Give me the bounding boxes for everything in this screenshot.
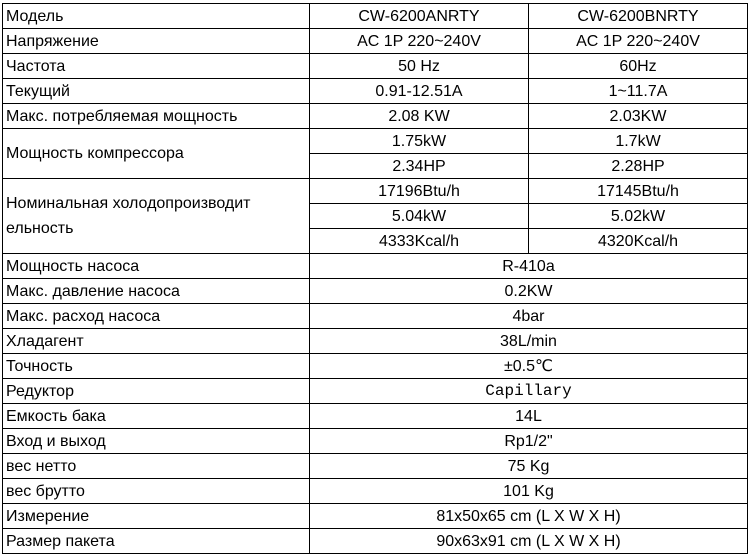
row-label: Размер пакета	[3, 529, 310, 554]
row-label: Макс. давление насоса	[3, 279, 310, 304]
table-row-max-power	[3, 104, 748, 129]
value-cell: 75 Kg	[310, 454, 748, 479]
table-row-cooling-capacity	[3, 179, 748, 204]
table-row-compressor-power	[3, 129, 748, 154]
table-row-accuracy	[3, 354, 748, 379]
row-label: Текущий	[3, 79, 310, 104]
value-cell: 90x63x91 cm (L X W X H)	[310, 529, 748, 554]
table-row-voltage	[3, 29, 748, 54]
value-cell: 4333Kcal/h	[310, 229, 529, 254]
value-cell: ±0.5℃	[310, 354, 748, 379]
value-cell: 2.34HP	[310, 154, 529, 179]
row-label: Точность	[3, 354, 310, 379]
table-row-inlet-outlet	[3, 429, 748, 454]
value-cell: 4320Kcal/h	[529, 229, 748, 254]
row-label: Макс. потребляемая мощность	[3, 104, 310, 129]
value-cell: AC 1P 220~240V	[529, 29, 748, 54]
value-cell: Rp1/2"	[310, 429, 748, 454]
value-cell: R-410a	[310, 254, 748, 279]
table-row-max-pump-pressure	[3, 279, 748, 304]
specification-table	[2, 3, 748, 554]
row-label: Измерение	[3, 504, 310, 529]
row-label: вес брутто	[3, 479, 310, 504]
table-row-net-weight	[3, 454, 748, 479]
value-cell: 0.2KW	[310, 279, 748, 304]
model-a-header: CW-6200ANRTY	[310, 4, 529, 29]
row-label: Мощность насоса	[3, 254, 310, 279]
row-label: Модель	[3, 4, 310, 29]
table-row-refrigerant	[3, 329, 748, 354]
row-label: вес нетто	[3, 454, 310, 479]
row-label: Мощность компрессора	[3, 129, 310, 179]
table-row-reducer	[3, 379, 748, 404]
row-label: Номинальная холодопроизводит ельность	[3, 179, 310, 254]
table-row-dimension	[3, 504, 748, 529]
table-row-package-size	[3, 529, 748, 554]
table-row-current	[3, 79, 748, 104]
value-cell: 17145Btu/h	[529, 179, 748, 204]
table-row-tank-capacity	[3, 404, 748, 429]
value-cell: 50 Hz	[310, 54, 529, 79]
value-cell: 101 Kg	[310, 479, 748, 504]
value-cell: 4bar	[310, 304, 748, 329]
value-cell: 5.02kW	[529, 204, 748, 229]
value-cell: 2.08 KW	[310, 104, 529, 129]
value-cell: 2.03KW	[529, 104, 748, 129]
value-cell: 0.91-12.51A	[310, 79, 529, 104]
row-label: Емкость бака	[3, 404, 310, 429]
value-cell: 38L/min	[310, 329, 748, 354]
value-cell: 1.7kW	[529, 129, 748, 154]
value-cell: 1.75kW	[310, 129, 529, 154]
row-label: Частота	[3, 54, 310, 79]
value-cell: Capillary	[310, 379, 748, 404]
table-row-pump-power	[3, 254, 748, 279]
table-row-model	[3, 4, 748, 29]
row-label: Напряжение	[3, 29, 310, 54]
value-cell: AC 1P 220~240V	[310, 29, 529, 54]
row-label: Редуктор	[3, 379, 310, 404]
value-cell: 17196Btu/h	[310, 179, 529, 204]
row-label: Хладагент	[3, 329, 310, 354]
value-cell: 14L	[310, 404, 748, 429]
model-b-header: CW-6200BNRTY	[529, 4, 748, 29]
row-label: Макс. расход насоса	[3, 304, 310, 329]
table-row-frequency	[3, 54, 748, 79]
value-cell: 81x50x65 cm (L X W X H)	[310, 504, 748, 529]
value-cell: 5.04kW	[310, 204, 529, 229]
table-row-gross-weight	[3, 479, 748, 504]
row-label: Вход и выход	[3, 429, 310, 454]
table-row-max-pump-flow	[3, 304, 748, 329]
value-cell: 1~11.7A	[529, 79, 748, 104]
value-cell: 60Hz	[529, 54, 748, 79]
value-cell: 2.28HP	[529, 154, 748, 179]
